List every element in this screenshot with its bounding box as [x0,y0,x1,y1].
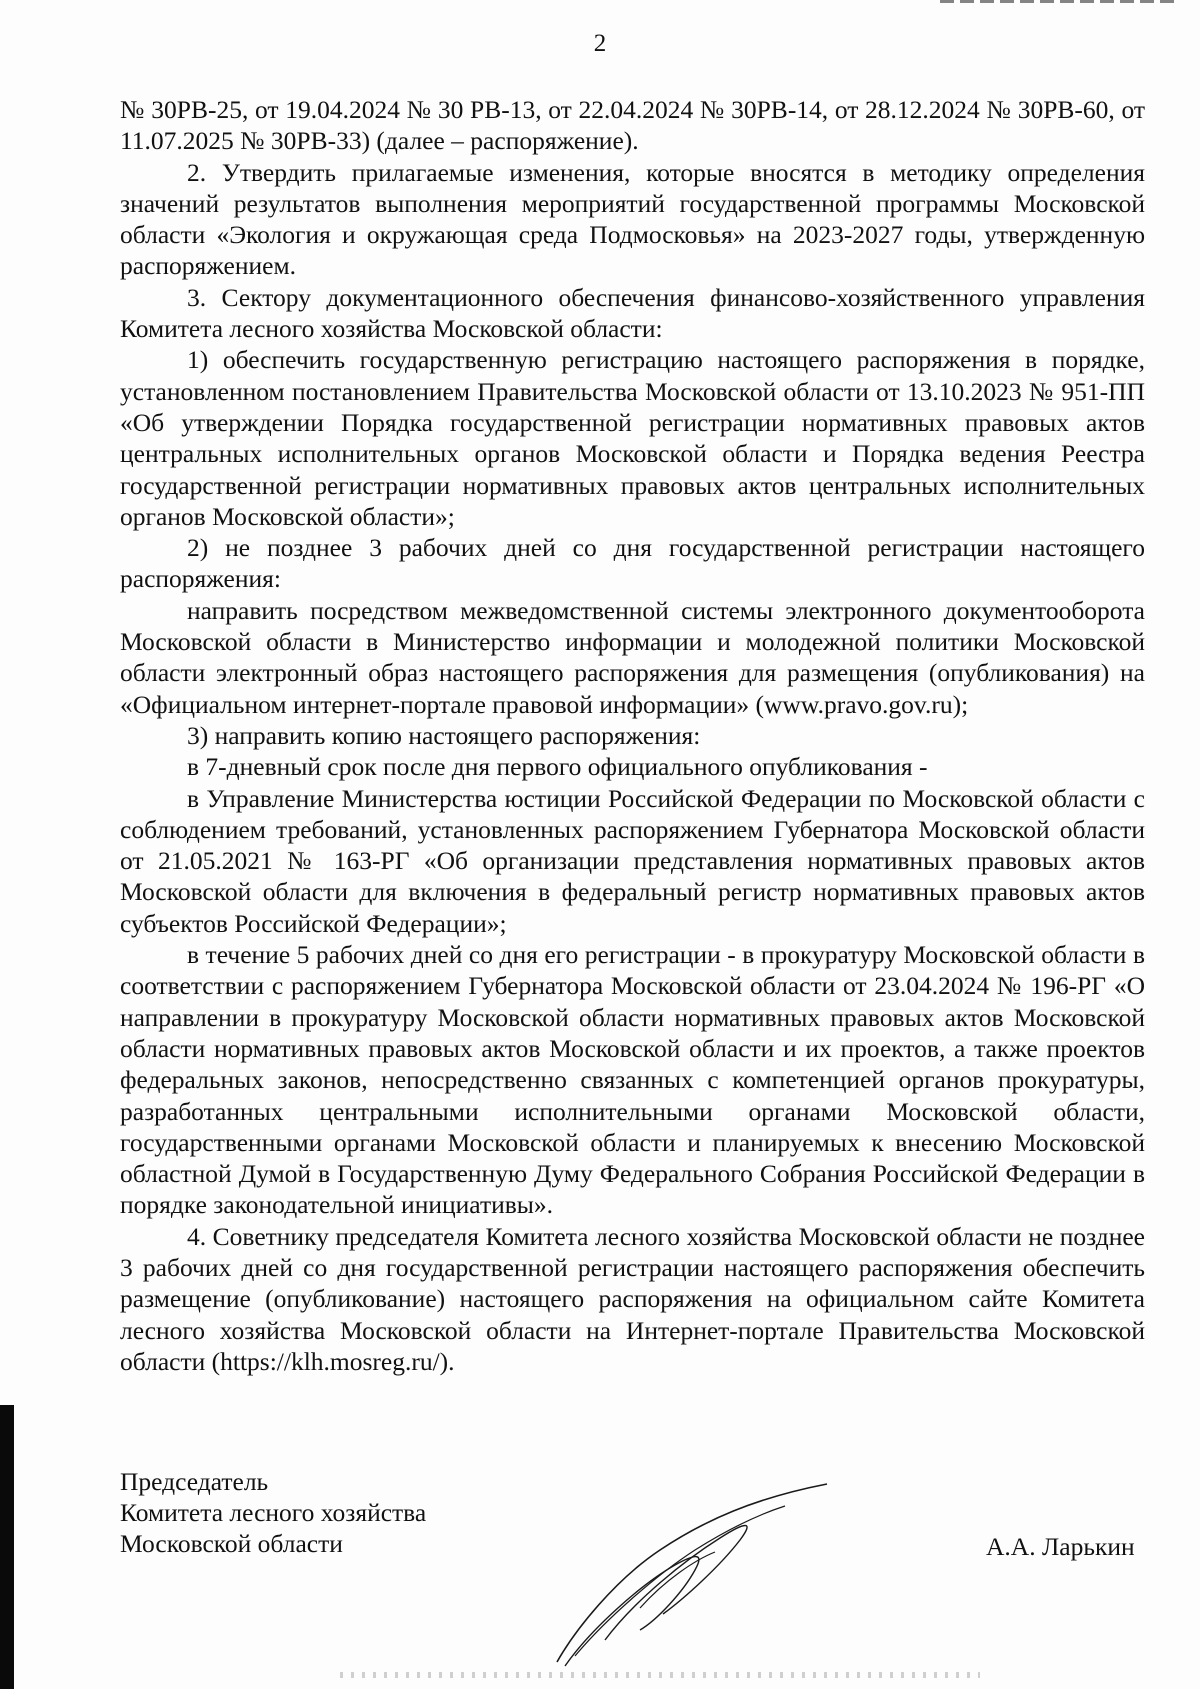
signatory-name: А.А. Ларькин [986,1532,1135,1561]
scan-margin-artifact [0,1405,14,1689]
paragraph-subitem-2: 2) не позднее 3 рабочих дней со дня государственной регистрации настоящего распоряжения: [120,533,1145,594]
signatory-position [120,1466,426,1559]
page-number: 2 [593,30,607,57]
paragraph-subitem-3: 3) направить копию настоящего распоряжения: [187,720,701,750]
scan-edge-artifact [940,0,1180,3]
paragraph-subitem-1: 1) обеспечить государственную регистрацию настоящего распоряжения в порядке, установленном постановлением Правительства Московской области от 13.10.2023 № 951-ПП «Об утверждении Порядка государственной регистрации нормативных правовых актов центральных исполнительных органов Московской области и Порядка ведения Реестра государственной регистрации нормативных правовых актов центральных исполнительных органов Московской области»; [120,345,1145,531]
signatory-position-line: Комитета лесного хозяйства [120,1498,427,1527]
paragraph-seven-day-term: в 7-дневный срок после дня первого официального опубликования - [187,752,928,782]
paragraph-continuation: № 30РВ-25, от 19.04.2024 № 30 РВ-13, от 22.04.2024 № 30РВ-14, от 28.12.2024 № 30РВ-60, от 11.07.2025 № 30РВ-33) (далее – распоряжение). [120,95,1145,156]
paragraph-prosecutor: в течение 5 рабочих дней со дня его регистрации - в прокуратуру Московской области в соответствии с распоряжением Губернатора Московской области от 23.04.2024 № 196-РГ «О направлении в прокуратуру Московской области нормативных правовых актов Московской области нормативных правовых актов Московской области и их проектов, а также проектов федеральных законов, непосредственно связанных с компетенцией органов прокуратуры, разработанных центральными исполнительными органами Московской области, государственными органами Московской области и планируемых к внесению Московской областной Думой в Государственную Думу Федерального Собрания Российской Федерации в порядке законодательной инициативы». [120,940,1145,1220]
signatory-position-line: Московской области [120,1529,343,1558]
document-body [120,94,1145,1377]
paragraph-item-3: 3. Сектору документационного обеспечения финансово-хозяйственного управления Комитета лесного хозяйства Московской области: [120,282,1145,344]
handwritten-signature [545,1480,835,1670]
scan-noise-artifact [340,1672,980,1678]
paragraph-send-electronic: направить посредством межведомственной системы электронного документооборота Московской области в Министерство информации и молодежной политики Московской области электронный образ настоящего распоряжения для размещения (опубликования) на «Официальном интернет-портале правовой информации» (www.pravo.gov.ru); [120,595,1145,719]
signatory-position-line: Председатель [120,1467,269,1496]
paragraph-ministry-justice: в Управление Министерства юстиции Российской Федерации по Московской области с соблюдением требований, установленных распоряжением Губернатора Московской области от 21.05.2021 № 163-РГ «Об организации представления нормативных правовых актов Московской области для включения в федеральный регистр нормативных правовых актов субъектов Российской Федерации»; [120,783,1145,938]
paragraph-item-2: 2. Утвердить прилагаемые изменения, которые вносятся в методику определения значений результатов выполнения мероприятий государственной программы Московской области «Экология и окружающая среда Подмосковья» на 2023-2027 годы, утвержденную распоряжением. [120,157,1145,281]
paragraph-item-4: 4. Советнику председателя Комитета лесного хозяйства Московской области не позднее 3 рабочих дней со дня государственной регистрации настоящего распоряжения обеспечить размещение (опубликование) настоящего распоряжения на официальном сайте Комитета лесного хозяйства Московской области на Интернет-портале Правительства Московской области (https://klh.mosreg.ru/). [120,1221,1145,1376]
